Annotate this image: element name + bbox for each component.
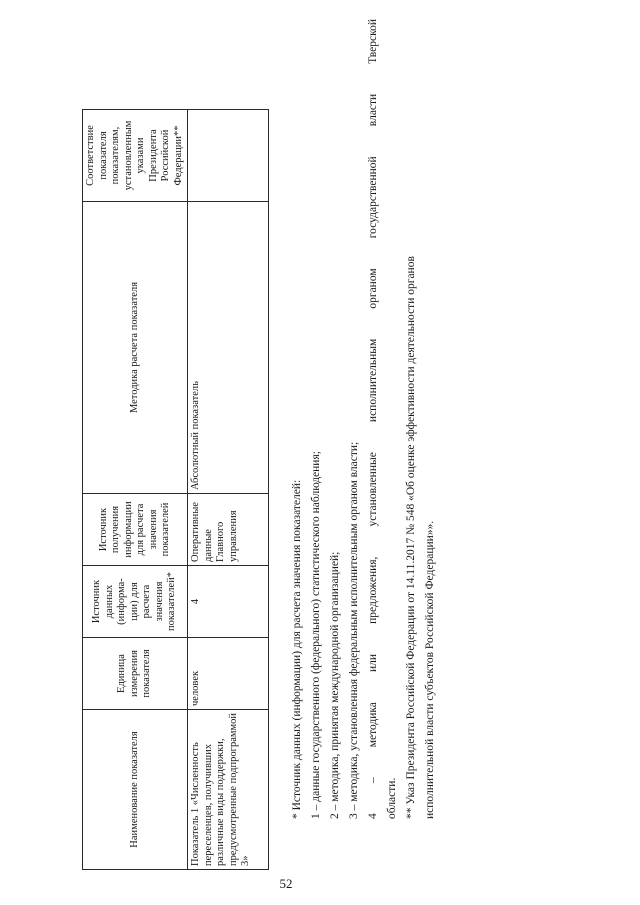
header-name: Наименование показателя <box>83 710 188 870</box>
footnote-star-title: * Источник данных (информации) для расчета значения показателей: <box>291 479 303 819</box>
cell-compliance <box>188 110 269 202</box>
page-number: 52 <box>279 876 293 891</box>
cell-source: 4 <box>188 566 269 638</box>
header-method: Методика расчета показателя <box>83 202 188 494</box>
footnote-item-2: 2 – методика, принятая международной организацией; <box>329 551 341 819</box>
indicator-table <box>82 109 269 870</box>
header-info: Источник получения информации для расчета значения показателей <box>83 494 188 566</box>
footnotes <box>288 19 440 819</box>
table-row <box>188 110 269 870</box>
cell-name: Показатель 1 «Численность переселенцев, получивших различные виды поддержки, предусмотренные подпрограммой 3» <box>188 710 269 870</box>
cell-method: Абсолютный показатель <box>188 202 269 494</box>
footnote-item-3: 3 – методика, установленная федеральным исполнительным органом власти; <box>348 441 360 819</box>
header-unit: Единица измерения показателя <box>83 638 188 710</box>
cell-info: Оперативные данные Главного управления <box>188 494 269 566</box>
table-header-row <box>83 110 188 870</box>
header-source: Источник данных (информа-ции) для расчета значения показателей* <box>83 566 188 638</box>
cell-unit: человек <box>188 638 269 710</box>
footnote-item-4-cont: области. <box>386 777 398 819</box>
footnote-item-4: 4 – методика или предложения, установленные исполнительным органом государственной власти Тверской <box>367 19 379 819</box>
footnote-item-1: 1 – данные государственного (федерального) статистического наблюдения; <box>310 451 322 819</box>
footnote-double-star-2: исполнительной власти субъектов Российской Федерации»». <box>424 520 436 819</box>
header-compliance: Соответствие показателя показателям, установленным указами Президента Российской Федерации** <box>83 110 188 202</box>
footnote-double-star-1: ** Указ Президента Российской Федерации от 14.11.2017 № 548 «Об оценке эффективности деятельности органов <box>405 256 417 819</box>
